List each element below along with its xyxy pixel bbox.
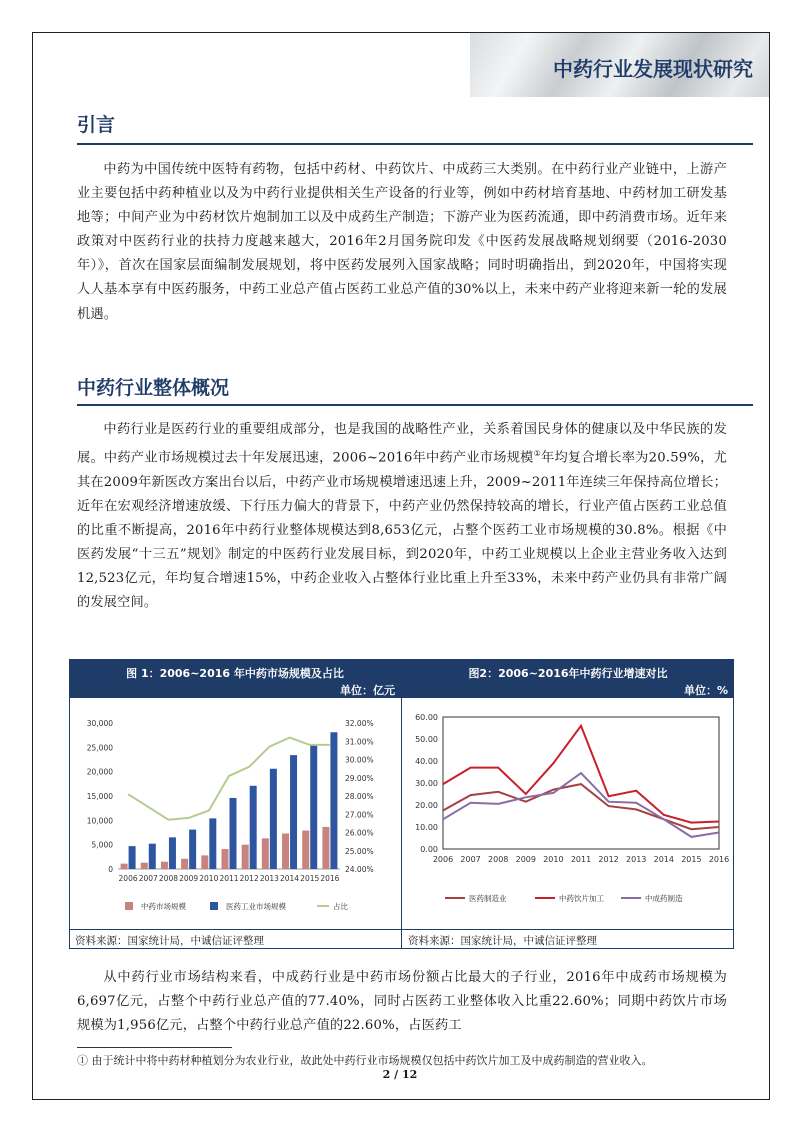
y-tick-label: 30,000 bbox=[86, 719, 113, 728]
y2-tick-label: 32.00% bbox=[345, 719, 374, 728]
legend-label: 医药制造业 bbox=[469, 894, 507, 903]
figure2-title: 图2：2006~2016年中药行业增速对比 bbox=[468, 667, 668, 680]
x-tick-label: 2010 bbox=[199, 874, 219, 883]
section-title-overview: 中药行业整体概况 bbox=[77, 377, 230, 399]
y-tick-label: 20,000 bbox=[86, 767, 113, 777]
bar-tcm-market bbox=[201, 855, 208, 869]
bar-tcm-market bbox=[181, 859, 188, 869]
line-中成药制造 bbox=[443, 773, 719, 837]
overview-text-b: 年均复合增长率为20.59%，尤其在2009年新医改方案出台以后，中药产业市场规模增速迅速上升，2009~2011年连续三年保持高位增长；近年在宏观经济增速放缓、下行压力偏大的背景下，中药产业仍然保持较高的增长，行业产值占医药工业总值的比重不断提高，2016年中药行业整体规模达到8,653亿元，占整个医药工业市场规模的30.8%。根据《中医药发展“十三五”规划》制定的中医药行业发展目标，到2020年，中药工业规模以上企业主营业务收入达到12,523亿元，年均复合增速15%，中药企业收入占整体行业比重上升至33%，未来中药产业仍具有非常广阔的发展空间。 bbox=[77, 450, 727, 611]
x-tick-label: 2008 bbox=[158, 874, 179, 883]
bar-tcm-market bbox=[141, 863, 148, 869]
y2-tick-label: 26.00% bbox=[345, 828, 374, 838]
document-title: 中药行业发展现状研究 bbox=[553, 57, 753, 81]
section-rule bbox=[77, 404, 753, 406]
y-tick-label: 20.00 bbox=[415, 801, 438, 810]
x-tick-label: 2013 bbox=[259, 874, 279, 883]
figure1-source: 资料来源：国家统计局，中诚信证评整理 bbox=[75, 935, 264, 947]
bar-tcm-market bbox=[262, 838, 269, 869]
y2-tick-label: 27.00% bbox=[345, 810, 374, 820]
bar-pharma-market bbox=[290, 755, 297, 869]
header-banner bbox=[470, 33, 769, 97]
figure1-unit: 单位：亿元 bbox=[340, 684, 395, 697]
x-tick-label: 2006 bbox=[118, 874, 138, 883]
bar-pharma-market bbox=[250, 786, 257, 869]
bar-tcm-market bbox=[302, 831, 309, 869]
figure-divider bbox=[401, 659, 402, 949]
legend-label: 中药市场规模 bbox=[141, 902, 186, 911]
x-tick-label: 2012 bbox=[239, 874, 259, 883]
y2-tick-label: 30.00% bbox=[345, 755, 374, 765]
footnote-rule bbox=[77, 1047, 232, 1048]
figure2-source: 资料来源：国家统计局，中诚信证评整理 bbox=[408, 935, 597, 947]
x-tick-label: 2011 bbox=[570, 855, 592, 864]
x-tick-label: 2008 bbox=[488, 855, 509, 864]
legend-label: 占比 bbox=[333, 902, 348, 911]
structure-paragraph: 从中药行业市场结构来看，中成药行业是中药市场份额占比最大的子行业，2016年中成药市场规模为6,697亿元，占整个中药行业总产值的77.40%，同时占医药工业整体收入比重22.60%；同期中药饮片市场规模为1,956亿元，占整个中药行业总产值的22.60%，占医药工 bbox=[77, 970, 727, 1034]
y2-tick-label: 24.00% bbox=[345, 865, 374, 874]
bar-tcm-market bbox=[161, 862, 168, 869]
x-tick-label: 2011 bbox=[219, 874, 239, 883]
y-tick-label: 0 bbox=[108, 865, 113, 874]
x-tick-label: 2009 bbox=[179, 874, 199, 883]
y-tick-label: 10,000 bbox=[86, 816, 113, 826]
x-tick-label: 2015 bbox=[681, 855, 702, 864]
y-tick-label: 0.00 bbox=[420, 845, 438, 854]
intro-paragraph: 中药为中国传统中医特有药物，包括中药材、中药饮片、中成药三大类别。在中药行业产业链中，上游产业主要包括中药种植业以及为中药行业提供相关生产设备的行业等，例如中药材培育基地、中药材加工研发基地等；中间产业为中药材饮片炮制加工以及中成药生产制造；下游产业为医药流通，即中药消费市场。近年来政策对中医药行业的扶持力度越来越大，2016年2月国务院印发《中医药发展战略规划纲要（2016-2030年）》，首次在国家层面编制发展规划，将中医药发展列入国家战略；同时明确指出，到2020年，中国将实现人人基本享有中医药服务，中药工业总产值占医药工业总产值的30%以上，未来中药产业将迎来新一轮的发展机遇。 bbox=[77, 162, 727, 322]
chart-growth-rate bbox=[403, 699, 733, 928]
x-tick-label: 2009 bbox=[515, 855, 536, 864]
overview-text-a: 中药行业是医药行业的重要组成部分，也是我国的战略性产业，关系着国民身体的健康以及中华民族的发展。中药产业市场规模过去十年发展迅速，2006~2016年中药产业市场规模 bbox=[77, 422, 727, 466]
footnote-marker: ① bbox=[533, 449, 542, 459]
figure2-header bbox=[402, 659, 734, 698]
y2-tick-label: 28.00% bbox=[345, 792, 374, 801]
footnote: ① 由于统计中将中药材种植划分为农业行业，故此处中药行业市场规模仅包括中药饮片加工及中成药制造的营业收入。 bbox=[77, 1054, 653, 1067]
legend-label: 医药工业市场规模 bbox=[226, 902, 286, 911]
bar-pharma-market bbox=[169, 837, 176, 869]
bar-pharma-market bbox=[189, 830, 196, 869]
legend-swatch bbox=[125, 902, 133, 910]
bar-pharma-market bbox=[330, 732, 337, 869]
x-tick-label: 2013 bbox=[626, 855, 647, 864]
line-医药制造业 bbox=[443, 784, 719, 829]
x-tick-label: 2012 bbox=[598, 855, 619, 864]
y-tick-label: 30.00 bbox=[415, 779, 438, 788]
section-rule bbox=[77, 143, 753, 145]
y-tick-label: 10.00 bbox=[415, 823, 438, 832]
bar-tcm-market bbox=[222, 849, 229, 869]
y2-tick-label: 29.00% bbox=[345, 773, 374, 783]
overview-paragraph bbox=[77, 418, 727, 615]
bar-pharma-market bbox=[270, 769, 277, 869]
bar-pharma-market bbox=[149, 844, 156, 869]
y-tick-label: 60.00 bbox=[415, 713, 438, 722]
y-tick-label: 40.00 bbox=[415, 757, 438, 766]
bar-pharma-market bbox=[209, 818, 216, 869]
x-tick-label: 2010 bbox=[543, 855, 564, 864]
figure2-unit: 单位：% bbox=[683, 684, 728, 697]
line-share bbox=[128, 738, 330, 820]
bar-tcm-market bbox=[322, 827, 329, 869]
section-title-intro: 引言 bbox=[77, 114, 116, 136]
page-number: 2 / 12 bbox=[382, 1068, 418, 1081]
bar-pharma-market bbox=[310, 745, 317, 869]
y-tick-label: 25,000 bbox=[86, 743, 113, 753]
legend-swatch bbox=[210, 902, 218, 910]
source-rule bbox=[69, 929, 734, 930]
legend-label: 中成药制造 bbox=[645, 894, 683, 903]
x-tick-label: 2016 bbox=[320, 874, 340, 883]
figure1-header bbox=[69, 659, 401, 698]
x-tick-label: 2014 bbox=[653, 855, 674, 864]
x-tick-label: 2007 bbox=[460, 855, 481, 864]
y-tick-label: 15,000 bbox=[86, 792, 113, 801]
x-tick-label: 2016 bbox=[708, 855, 730, 864]
x-tick-label: 2006 bbox=[432, 855, 454, 864]
x-tick-label: 2014 bbox=[279, 874, 300, 883]
x-tick-label: 2015 bbox=[300, 874, 320, 883]
bar-pharma-market bbox=[230, 798, 237, 869]
y-tick-label: 5,000 bbox=[91, 840, 113, 850]
bar-tcm-market bbox=[242, 845, 249, 869]
y2-tick-label: 25.00% bbox=[345, 846, 374, 856]
bar-tcm-market bbox=[282, 833, 289, 869]
chart-market-size bbox=[70, 699, 400, 928]
x-tick-label: 2007 bbox=[138, 874, 158, 883]
bar-tcm-market bbox=[121, 864, 128, 869]
y-tick-label: 50.00 bbox=[415, 735, 438, 744]
legend-label: 中药饮片加工 bbox=[559, 894, 604, 903]
bar-pharma-market bbox=[129, 846, 136, 869]
figure1-title: 图 1：2006~2016 年中药市场规模及占比 bbox=[126, 667, 344, 680]
y2-tick-label: 31.00% bbox=[345, 737, 374, 747]
